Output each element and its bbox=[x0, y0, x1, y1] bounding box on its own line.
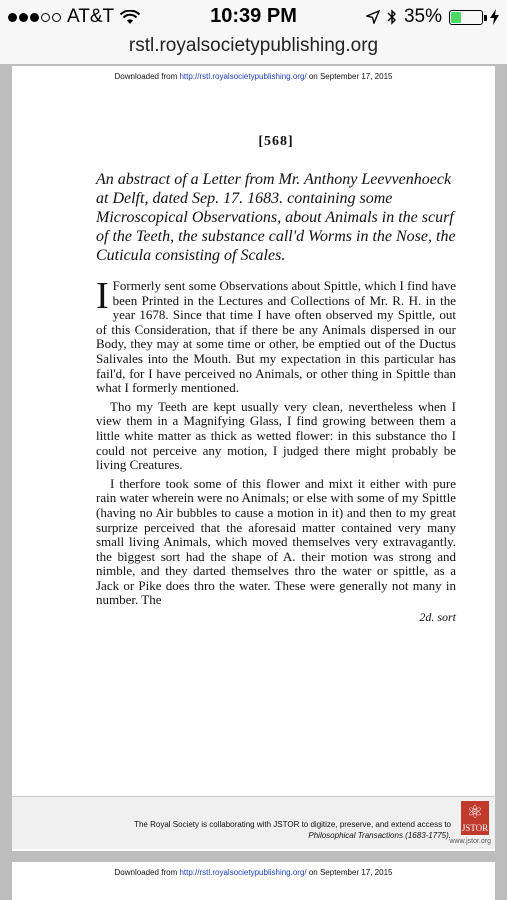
carrier-name: AT&T bbox=[67, 6, 115, 27]
battery-icon bbox=[449, 10, 483, 25]
charging-bolt-icon bbox=[490, 9, 499, 25]
article-title: An abstract of a Letter from Mr. Anthony Leevvenhoeck at Delft, dated Sep. 17. 1683. containing some Microscopical Observations, about Animals in the scurf of the Teeth, the substance call'd Worms in the Nose, the Cuticula consisting of Scales. bbox=[96, 171, 456, 264]
jstor-url[interactable]: www.jstor.org bbox=[449, 838, 491, 845]
status-icons bbox=[366, 6, 499, 28]
paragraph: Tho my Teeth are kept usually very clean, nevertheless when I view them in a Magnifying Glass, I find growing between them a little white matter as thick as wetted flower: in this substance tho I could not perceive any motion, I judged there might probably be living Creatures. bbox=[96, 398, 456, 473]
url-text[interactable]: rstl.royalsocietypublishing.org bbox=[128, 35, 379, 56]
jstor-logo[interactable]: ⚛ JSTOR bbox=[461, 802, 489, 833]
download-note: Downloaded from http://rstl.royalsocietypublishing.org/ on September 17, 2015 bbox=[114, 72, 393, 81]
paragraph: I therfore took some of this flower and mixt it either with pure rain water wherein were no Animals; or else with some of my Spittle (having no Air bubbles to cause a motion in it) and then to my great surprize perceived that the aforesaid matter contained very many small living Animals, which moved themselves very extravagantly. the biggest sort had the shape of A. their motion was strong and nimble, and they darted themselves thro the water or spittle, as a Jack or Pike does thro the water. These were generally not many in number. The bbox=[96, 475, 456, 608]
scanned-text bbox=[96, 134, 456, 625]
jstor-banner bbox=[12, 796, 495, 849]
bluetooth-icon bbox=[387, 9, 397, 25]
jstor-mark-icon: ⚛ bbox=[466, 802, 484, 822]
battery-percent: 35% bbox=[403, 6, 442, 27]
download-link[interactable]: http://rstl.royalsocietypublishing.org/ bbox=[179, 72, 307, 81]
location-arrow-icon bbox=[366, 10, 380, 24]
drop-cap: I bbox=[96, 275, 109, 317]
pdf-page bbox=[12, 66, 495, 851]
clock: 10:39 PM bbox=[210, 5, 297, 27]
article-body bbox=[96, 275, 456, 625]
pdf-page-next bbox=[12, 862, 495, 900]
download-link[interactable]: http://rstl.royalsocietypublishing.org/ bbox=[179, 868, 307, 877]
paragraph: I Formerly sent some Observations about Spittle, which I find have been Printed in the Lectures and Collections of Mr. R. H. in the year 1678. Since that time I have often observed my Spittle, out of this Consideration, that if there be any Animals dispersed in our Body, they may at some time or other, be emptied out of the Ductus Salivales into the Mouth. But my expectation in this particular has fail'd, for I have perceived no Animals, or other thing in Spittle than what I formerly mentioned. bbox=[96, 275, 456, 396]
address-bar[interactable] bbox=[0, 34, 507, 64]
catchword: 2d. sort bbox=[419, 610, 456, 625]
jstor-notice: The Royal Society is collaborating with JSTOR to digitize, preserve, and extend access to Philosophical Transactions (1683-1775). bbox=[134, 820, 451, 840]
page-number: [568] bbox=[258, 134, 294, 149]
status-bar bbox=[0, 0, 507, 34]
download-note: Downloaded from http://rstl.royalsocietypublishing.org/ on September 17, 2015 bbox=[114, 868, 393, 877]
